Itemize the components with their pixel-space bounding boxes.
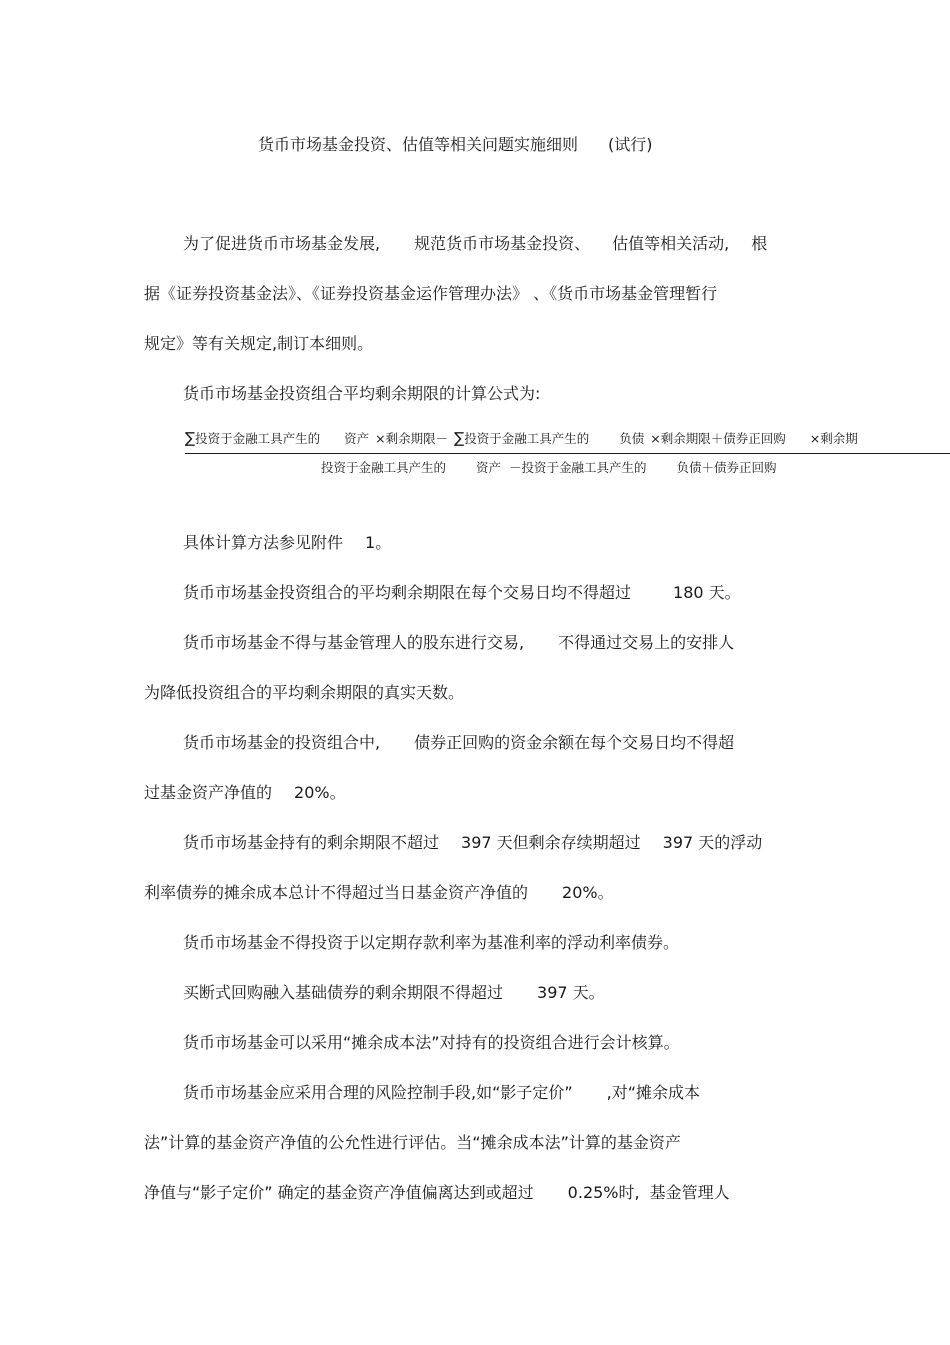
- p3-text-b: 不得通过交易上的安排人: [558, 633, 735, 652]
- paragraph-9-line-1: [183, 1083, 700, 1103]
- formula-intro: 货币市场基金投资组合平均剩余期限的计算公式为:: [183, 384, 541, 403]
- formula-term: －投资于金融工具产生的: [509, 460, 647, 475]
- paragraph-4-line-1: [183, 733, 734, 753]
- p7-text: 买断式回购融入基础债券的剩余期限不得超过: [183, 983, 504, 1002]
- intro-text-d: 根: [751, 234, 768, 253]
- paragraph-9-line-2: 法”计算的基金资产净值的公允性进行评估。当“摊余成本法”计算的基金资产: [144, 1133, 681, 1152]
- p2-value: 180 天。: [673, 583, 741, 602]
- formula-term: 投资于金融工具产生的: [321, 460, 447, 475]
- p5-value: 20%。: [562, 883, 614, 902]
- formula-term: ×剩余期限－: [375, 431, 449, 446]
- p5-text-b: 397 天但剩余存续期超过: [461, 833, 641, 852]
- sigma-symbol: ∑: [454, 429, 465, 447]
- paragraph-4-line-2: [144, 783, 346, 803]
- p9-value: 0.25%时,: [567, 1183, 640, 1202]
- formula: [185, 429, 950, 479]
- intro-text-a: 为了促进货币市场基金发展,: [183, 234, 381, 253]
- paragraph-5-line-2: [144, 883, 614, 903]
- title-main: 货币市场基金投资、估值等相关问题实施细则: [258, 135, 579, 154]
- p2-text: 货币市场基金投资组合的平均剩余期限在每个交易日均不得超过: [183, 583, 632, 602]
- intro-text-c: 估值等相关活动,: [612, 234, 730, 253]
- intro-line-1: [183, 234, 767, 254]
- p4-value: 20%。: [294, 783, 346, 802]
- p1-text: 具体计算方法参见附件: [183, 533, 344, 552]
- p4-text-a: 货币市场基金的投资组合中,: [183, 733, 381, 752]
- formula-term: 投资于金融工具产生的: [464, 431, 590, 446]
- formula-term: ×剩余期限＋债券正回购: [650, 431, 786, 446]
- formula-numerator: [185, 429, 858, 447]
- paragraph-7: [183, 983, 605, 1003]
- p5-text-c: 397 天的浮动: [662, 833, 763, 852]
- paragraph-2: [183, 583, 741, 603]
- paragraph-3-line-2: 为降低投资组合的平均剩余期限的真实天数。: [144, 683, 465, 702]
- paragraph-6: 货币市场基金不得投资于以定期存款利率为基准利率的浮动利率债券。: [183, 933, 680, 952]
- formula-term: ×剩余期: [809, 431, 858, 446]
- formula-term: 资产: [476, 460, 502, 475]
- p3-text-a: 货币市场基金不得与基金管理人的股东进行交易,: [183, 633, 525, 652]
- intro-line-3: 规定》等有关规定,制订本细则。: [144, 334, 374, 353]
- sigma-symbol: ∑: [185, 429, 196, 447]
- paragraph-5-line-1: [183, 833, 762, 853]
- paragraph-1: [183, 533, 391, 553]
- formula-term: 负债＋债券正回购: [676, 460, 777, 475]
- p9-text-f: 基金管理人: [649, 1183, 730, 1202]
- title-suffix: (试行): [608, 135, 653, 154]
- paragraph-3-line-1: [183, 633, 734, 653]
- p5-text-a: 货币市场基金持有的剩余期限不超过: [183, 833, 440, 852]
- p9-text-a: 货币市场基金应采用合理的风险控制手段,如“影子定价”: [183, 1083, 573, 1102]
- p4-text-b: 债券正回购的资金余额在每个交易日均不得超: [414, 733, 735, 752]
- formula-term: 投资于金融工具产生的: [195, 431, 321, 446]
- p7-value: 397 天。: [537, 983, 605, 1002]
- p4-text-c: 过基金资产净值的: [144, 783, 273, 802]
- p9-text-d: 净值与“影子定价” 确定的基金资产净值偏离达到或超过: [144, 1183, 534, 1202]
- formula-term: 资产: [344, 431, 370, 446]
- paragraph-9-line-3: [144, 1183, 730, 1203]
- intro-text-b: 规范货币市场基金投资、: [414, 234, 591, 253]
- paragraph-8: 货币市场基金可以采用“摊余成本法”对持有的投资组合进行会计核算。: [183, 1033, 680, 1052]
- formula-denominator: [321, 458, 777, 476]
- p9-text-b: ,对“摊余成本: [606, 1083, 701, 1102]
- p1-value: 1。: [365, 533, 392, 552]
- fraction-bar: [185, 453, 950, 454]
- document-title: [258, 132, 653, 155]
- formula-term: 负债: [619, 431, 645, 446]
- p5-text-d: 利率债券的摊余成本总计不得超过当日基金资产净值的: [144, 883, 529, 902]
- intro-line-2: 据《证券投资基金法》、《证券投资基金运作管理办法》 、《货币市场基金管理暂行: [144, 284, 718, 303]
